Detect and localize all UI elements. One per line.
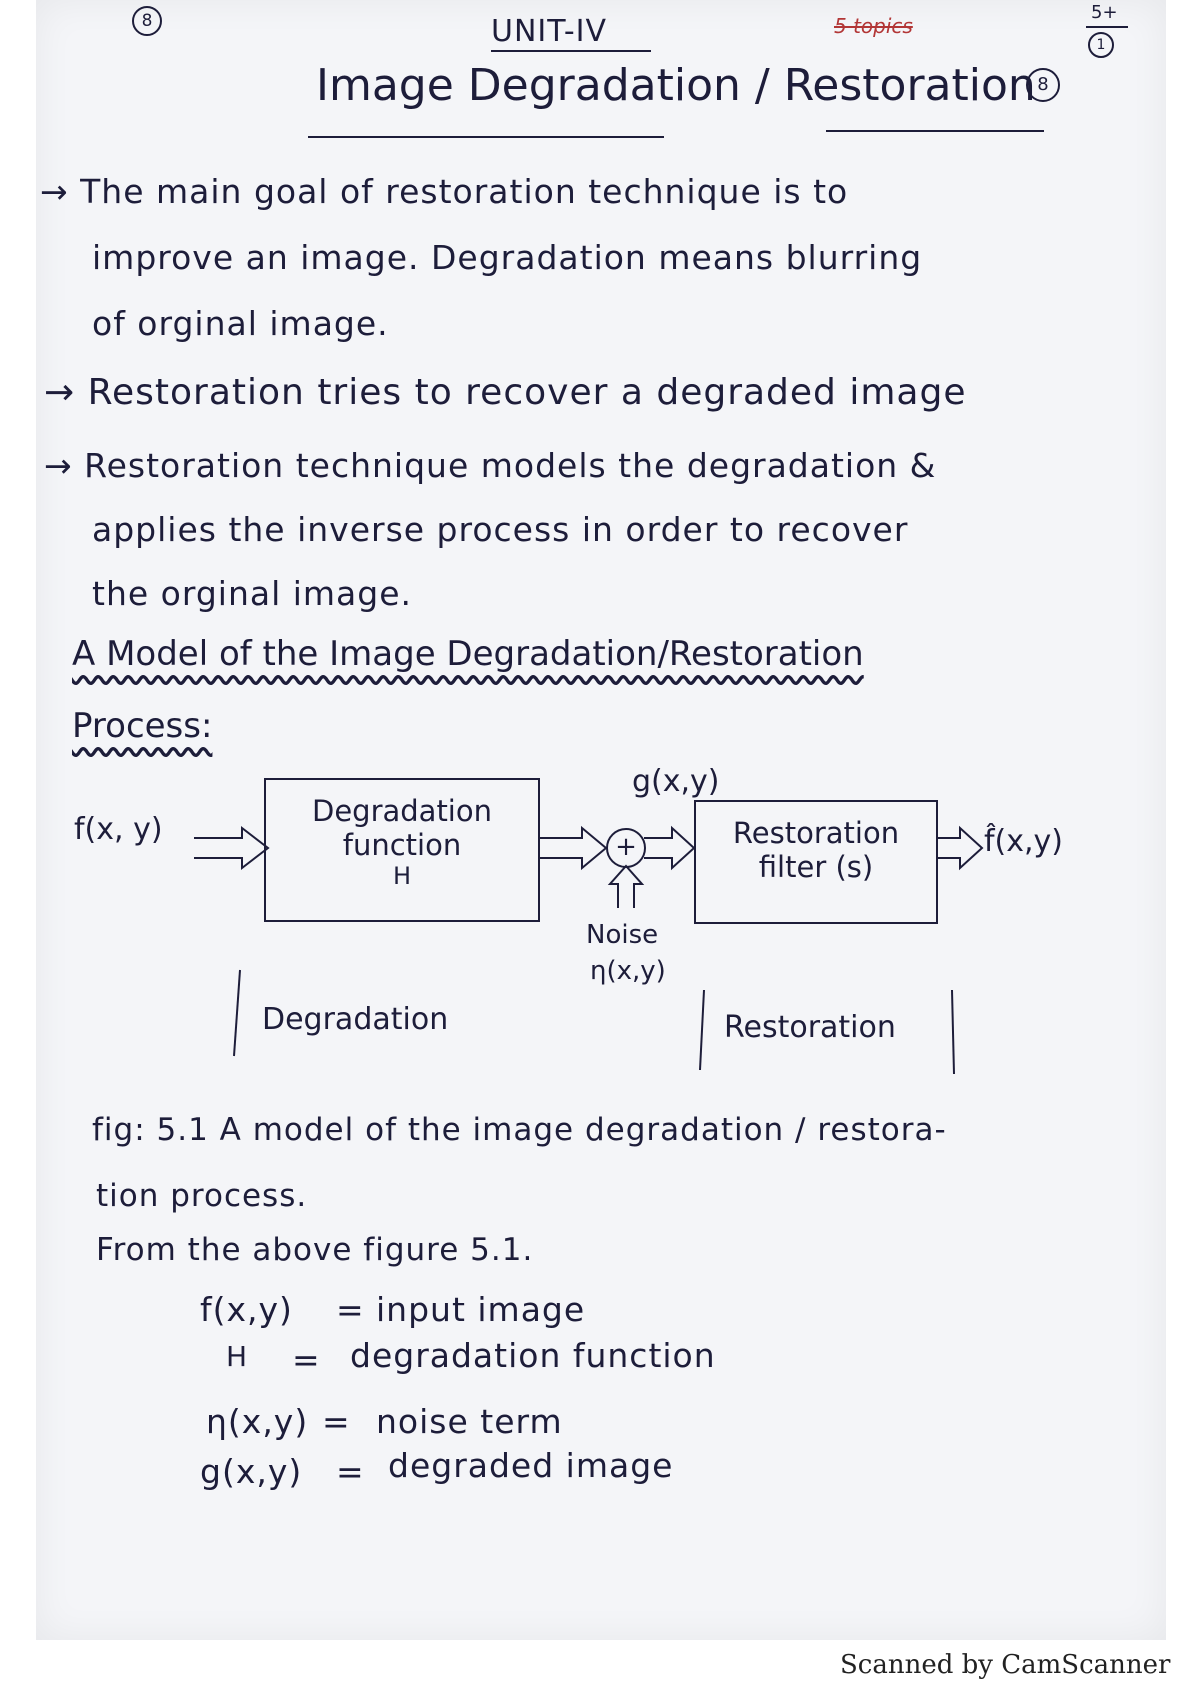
restoration-filter-box [694,800,938,924]
intro-line-6: applies the inverse process in order to recover [92,510,909,549]
input-arrow [194,828,268,868]
fraction-top: 5+ [1091,2,1118,23]
definition-meaning: degraded image [388,1446,674,1485]
degradation-function-box [264,778,540,922]
definition-meaning: degradation function [350,1336,716,1375]
restoration-box-line-2: filter (s) [758,850,874,884]
degradation-section-label: Degradation [262,1002,449,1037]
noise-symbol: η(x,y) [590,956,666,986]
definition-meaning: input image [376,1290,586,1329]
restoration-box-line-1: Restoration [732,816,900,850]
struck-out-note: 5 topics [834,14,913,38]
notebook-page [36,0,1166,1640]
restored-output-label: f̂(x,y) [984,824,1064,859]
intro-line-7: the orginal image. [92,574,413,613]
intro-line-3: of orginal image. [92,304,389,343]
model-heading: A Model of the Image Degradation/Restoration [72,634,864,674]
circled-mark: 8 [1026,68,1060,102]
degraded-signal-label: g(x,y) [632,764,720,799]
divider-left [234,970,240,1056]
definition-term: η(x,y) [206,1402,309,1441]
figure-caption-line-2: tion process. [96,1178,308,1214]
definition-eq: = [292,1340,321,1379]
page-number-badge: 8 [132,6,162,36]
degradation-box-line-2: function [342,828,462,862]
definition-term: g(x,y) [200,1452,303,1491]
noise-arrow [610,866,642,908]
definition-eq: = [336,1452,365,1491]
figure-caption-line-1: fig: 5.1 A model of the image degradation / restora- [92,1112,947,1148]
scanner-watermark: Scanned by CamScanner [840,1650,1171,1680]
explanation-intro: From the above figure 5.1. [96,1232,534,1268]
restoration-section-label: Restoration [724,1010,896,1045]
fraction-bottom-circle: 1 [1088,32,1114,58]
degradation-box-line-3: H [392,862,412,890]
sum-to-filter-arrow [644,828,694,868]
noise-label: Noise [586,920,659,950]
intro-line-5: → Restoration technique models the degradation & [44,446,937,485]
output-arrow [936,828,982,868]
input-signal-label: f(x, y) [74,812,163,847]
definition-eq: = [336,1290,365,1329]
definition-meaning: noise term [376,1402,563,1441]
intro-line-4: → Restoration tries to recover a degraded image [44,372,967,413]
intro-line-1: → The main goal of restoration technique is to [40,172,849,211]
definition-term: f(x,y) [200,1290,293,1329]
unit-label: UNIT-IV [491,14,608,49]
definition-eq: = [322,1402,351,1441]
page-title: Image Degradation / Restoration [316,60,1036,111]
definition-term: H [226,1340,249,1373]
summation-node: + [606,828,646,868]
divider-middle [700,990,704,1070]
h-to-sum-arrow [538,828,606,868]
intro-line-2: improve an image. Degradation means blurring [92,238,923,277]
degradation-box-line-1: Degradation [311,794,492,828]
divider-right [952,990,954,1074]
model-heading-cont: Process: [72,706,213,746]
